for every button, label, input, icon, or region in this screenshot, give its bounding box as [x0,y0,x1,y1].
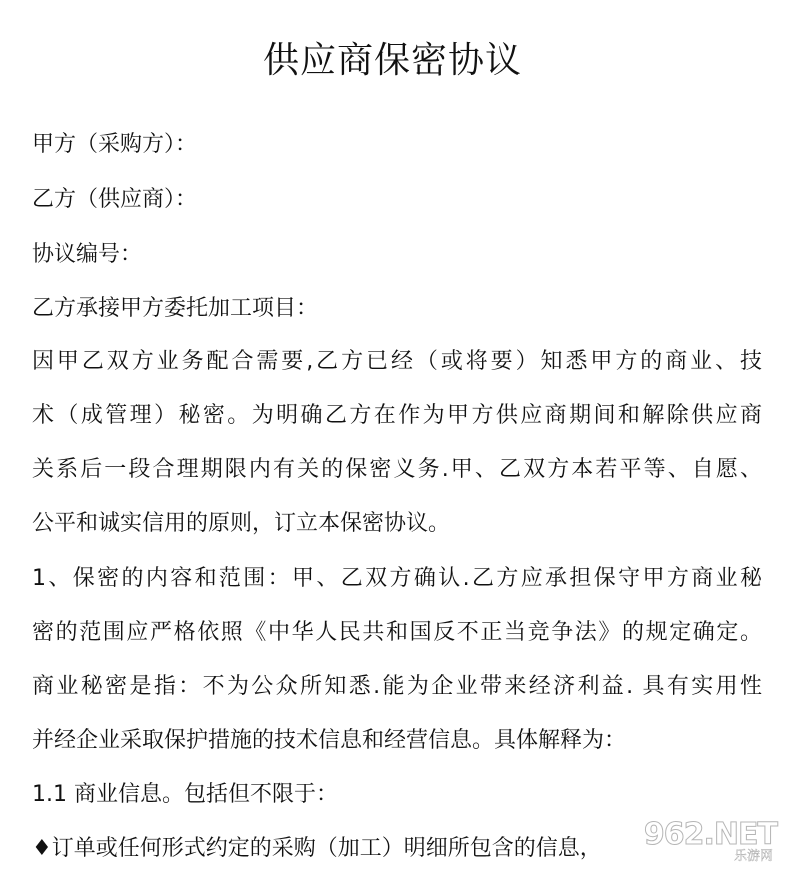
clause-line: 1、保密的内容和范围：甲、乙双方确认.乙方应承担保守甲方商业秘 [32,566,762,591]
paragraph-line: 关系后一段合理期限内有关的保密义务.甲、乙双方本若平等、自愿、 [32,457,762,482]
watermark-subtitle: 乐游网 [733,849,773,864]
party-b-line: 乙方（供应商）： [32,187,198,212]
clause-line: 并经企业采取保护措施的技术信息和经营信息。具体解释为： [32,728,627,753]
party-a-line: 甲方（采购方）： [32,132,198,157]
site-watermark [637,817,777,866]
subclause-heading: 1.1 商业信息。包括但不限于： [32,782,338,807]
agreement-number-line: 协议编号： [32,242,143,267]
paragraph-line: 因甲乙双方业务配合需要,乙方已经（或将要）知悉甲方的商业、技 [32,349,762,374]
watermark-logo: 962.NET [643,817,777,852]
clause-line: 密的范围应严格依照《中华人民共和国反不正当竞争法》的规定确定。 [32,620,762,645]
paragraph-line: 术（成管理）秘密。为明确乙方在作为甲方供应商期间和解除供应商 [32,403,762,428]
paragraph-line: 公平和诚实信用的原则，订立本保密协议。 [32,511,451,536]
document-title: 供应商保密协议 [262,40,522,81]
bullet-line: ♦订单或任何形式约定的采购（加工）明细所包含的信息， [32,836,602,861]
clause-line: 商业秘密是指：不为公众所知悉.能为企业带来经济利益. 具有实用性 [32,674,762,699]
project-line: 乙方承接甲方委托加工项目： [32,296,319,321]
